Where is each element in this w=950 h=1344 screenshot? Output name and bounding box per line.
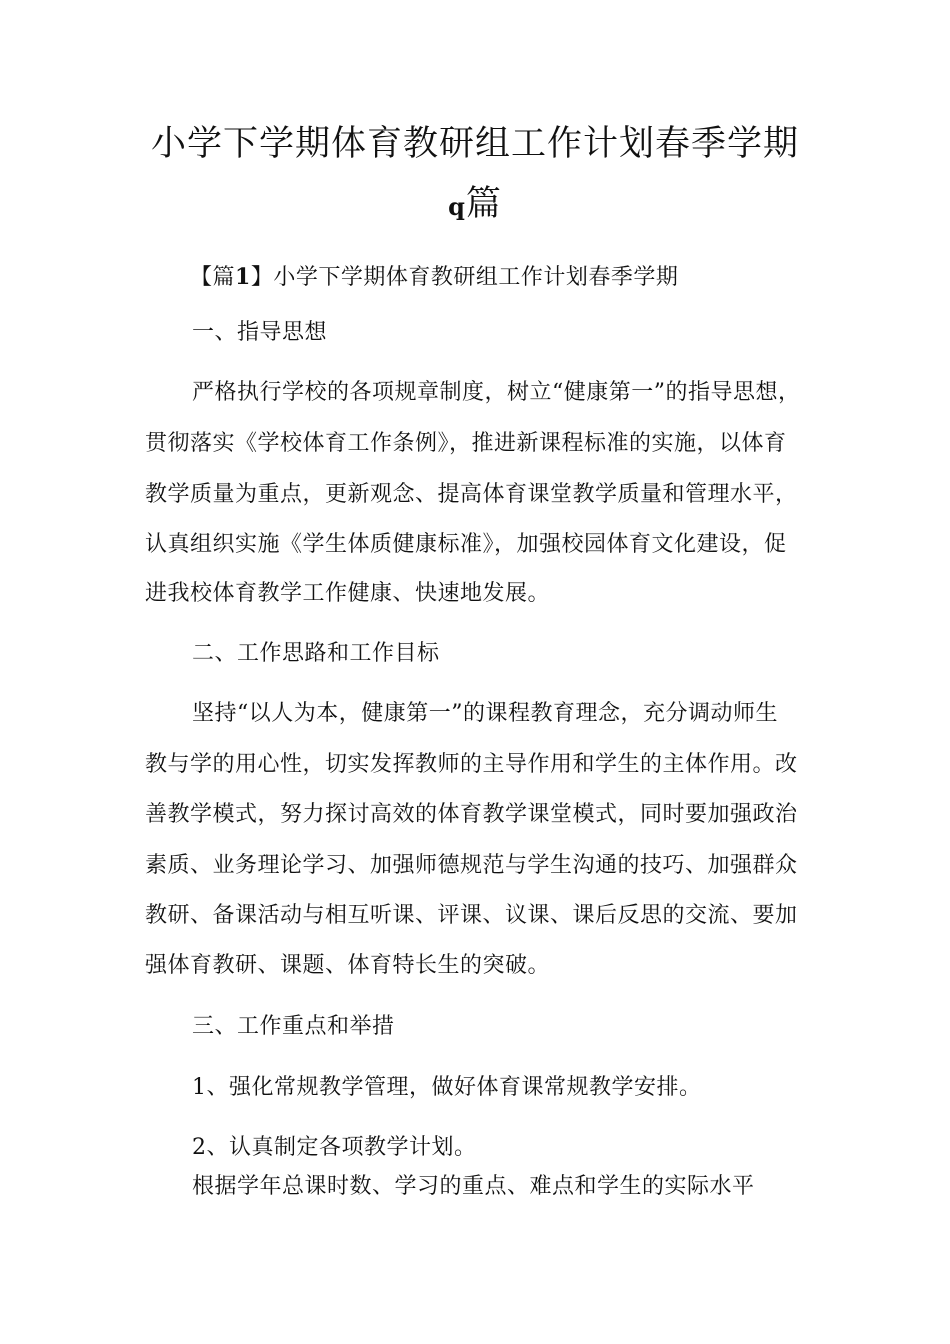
document-title-line-1: 小学下学期体育教研组工作计划春季学期 bbox=[150, 124, 799, 164]
section-1-line: 进我校体育教学工作健康、快速地发展。 bbox=[145, 581, 551, 606]
title-latin-fragment: q bbox=[448, 192, 466, 221]
title-cjk-fragment: 篇 bbox=[465, 184, 502, 224]
subtitle-number: 1 bbox=[235, 264, 251, 290]
document-title-line-2 bbox=[0, 176, 950, 226]
section-1-line: 认真组织实施《学生体质健康标准》，加强校园体育文化建设，促 bbox=[145, 532, 787, 557]
section-2-line: 素质、业务理论学习、加强师德规范与学生沟通的技巧、加强群众 bbox=[145, 853, 798, 878]
section-2-line: 教研、备课活动与相互听课、评课、议课、课后反思的交流、要加 bbox=[145, 903, 798, 928]
subtitle-bracket-open: 【篇 bbox=[190, 265, 236, 290]
section-3-item-2: 2、认真制定各项教学计划。 bbox=[192, 1135, 477, 1160]
section-3-item-2-text: 根据学年总课时数、学习的重点、难点和学生的实际水平 bbox=[192, 1174, 755, 1199]
article-subtitle bbox=[190, 260, 678, 291]
section-1-line: 严格执行学校的各项规章制度，树立“健康第一”的指导思想， bbox=[192, 380, 801, 405]
section-2-line: 善教学模式，努力探讨高效的体育教学课堂模式，同时要加强政治 bbox=[145, 802, 798, 827]
section-1-line: 教学质量为重点，更新观念、提高体育课堂教学质量和管理水平， bbox=[145, 482, 798, 507]
section-1-heading: 一、指导思想 bbox=[192, 320, 328, 345]
section-2-line: 坚持“以人为本，健康第一”的课程教育理念，充分调动师生 bbox=[192, 701, 778, 726]
section-3-heading: 三、工作重点和举措 bbox=[192, 1014, 395, 1039]
section-3-item-1: 1、强化常规教学管理，做好体育课常规教学安排。 bbox=[192, 1075, 702, 1100]
subtitle-text: 小学下学期体育教研组工作计划春季学期 bbox=[273, 265, 679, 290]
section-2-line: 强体育教研、课题、体育特长生的突破。 bbox=[145, 953, 551, 978]
section-2-line: 教与学的用心性，切实发挥教师的主导作用和学生的主体作用。改 bbox=[145, 752, 798, 777]
subtitle-bracket-close: 】 bbox=[250, 265, 274, 290]
section-2-heading: 二、工作思路和工作目标 bbox=[192, 641, 440, 666]
section-1-line: 贯彻落实《学校体育工作条例》，推进新课程标准的实施，以体育 bbox=[145, 431, 787, 456]
